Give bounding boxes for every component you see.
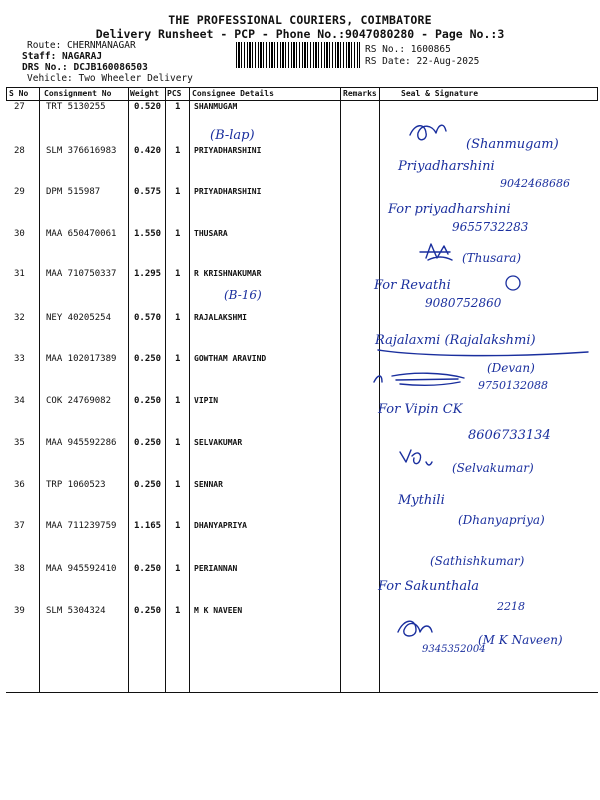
- signature-scribble: [410, 125, 446, 140]
- consignee: M K NAVEEN: [194, 606, 243, 615]
- col-header-consignment: Consignment No: [44, 89, 112, 98]
- sno: 36: [14, 480, 25, 490]
- consignment-no: SLM 5304324: [46, 606, 106, 616]
- signature-scribble: [398, 621, 432, 636]
- sig-for-sakunthala: For Sakunthala: [378, 579, 480, 594]
- weight: 1.550: [134, 229, 162, 239]
- note-b-16: (B-16): [224, 288, 262, 302]
- weight: 0.250: [134, 396, 162, 406]
- weight: 0.520: [134, 102, 162, 112]
- consignee: PRIYADHARSHINI: [194, 187, 262, 196]
- sno: 28: [14, 146, 25, 156]
- consignment-no: DPM 515987: [46, 187, 101, 197]
- runsheet-title: Delivery Runsheet - PCP - Phone No.:9047080280 - Page No.:3: [95, 27, 505, 41]
- phone-r28: 9042468686: [500, 177, 570, 190]
- sno: 38: [14, 564, 25, 574]
- pcs: 1: [175, 480, 181, 490]
- consignment-no: MAA 711239759: [46, 521, 117, 531]
- signature-underline: [378, 350, 588, 356]
- weight: 0.250: [134, 606, 162, 616]
- weight: 0.570: [134, 313, 162, 323]
- consignment-no: MAA 945592286: [46, 438, 117, 448]
- sig-selvakumar: (Selvakumar): [452, 461, 534, 475]
- route: Route: CHERNMANAGAR: [27, 40, 136, 51]
- consignment-no: MAA 102017389: [46, 354, 117, 364]
- signature-scribble: [400, 450, 432, 465]
- signature-scribble: [420, 244, 452, 260]
- col-header-pcs: PCS: [167, 89, 182, 98]
- col-header-consignee: Consignee Details: [192, 89, 274, 98]
- col-header-sno: S No: [9, 89, 29, 98]
- sig-rajalakshmi: Rajalaxmi (Rajalakshmi): [375, 333, 536, 348]
- sig-devan: (Devan): [487, 361, 535, 375]
- consignee: VIPIN: [194, 396, 219, 405]
- sno: 37: [14, 521, 25, 531]
- consignee: THUSARA: [194, 229, 228, 238]
- pcs: 1: [175, 102, 181, 112]
- consignment-no: TRP 1060523: [46, 480, 106, 490]
- sig-for-revathi: For Revathi: [374, 278, 451, 293]
- pcs: 1: [175, 396, 181, 406]
- consignee: RAJALAKSHMI: [194, 313, 247, 322]
- sno: 32: [14, 313, 25, 323]
- phone-r29: 9655732283: [452, 220, 529, 234]
- sig-sathishkumar: (Sathishkumar): [430, 554, 525, 568]
- pcs: 1: [175, 521, 181, 531]
- sno: 35: [14, 438, 25, 448]
- company-title: THE PROFESSIONAL COURIERS, COIMBATORE: [168, 13, 432, 27]
- pcs: 1: [175, 606, 181, 616]
- sig-priyadharshini: Priyadharshini: [398, 159, 495, 174]
- sno: 30: [14, 229, 25, 239]
- consignee: PRIYADHARSHINI: [194, 146, 262, 155]
- drs-number: DRS No.: DCJB160086503: [22, 62, 148, 73]
- sig-shanmugam: (Shanmugam): [466, 137, 559, 152]
- col-header-weight: Weight: [130, 89, 159, 98]
- consignee: DHANYAPRIYA: [194, 521, 247, 530]
- sno: 29: [14, 187, 25, 197]
- phone-r38: 2218: [497, 600, 525, 613]
- col-header-remarks: Remarks: [343, 89, 377, 98]
- pcs: 1: [175, 146, 181, 156]
- consignee: SHANMUGAM: [194, 102, 238, 111]
- pcs: 1: [175, 269, 181, 279]
- phone-r34: 8606733134: [468, 428, 551, 443]
- sno: 27: [14, 102, 25, 112]
- circle-mark: [506, 276, 520, 290]
- weight: 0.250: [134, 438, 162, 448]
- pcs: 1: [175, 187, 181, 197]
- consignment-no: NEY 40205254: [46, 313, 112, 323]
- sig-thusara: (Thusara): [462, 251, 522, 265]
- consignment-no: MAA 710750337: [46, 269, 117, 279]
- sno: 33: [14, 354, 25, 364]
- weight: 0.250: [134, 480, 162, 490]
- consignment-no: SLM 376616983: [46, 146, 117, 156]
- vehicle: Vehicle: Two Wheeler Delivery: [27, 73, 193, 84]
- pcs: 1: [175, 438, 181, 448]
- sno: 31: [14, 269, 25, 279]
- consignment-no: MAA 945592410: [46, 564, 117, 574]
- consignee: SENNAR: [194, 480, 223, 489]
- rs-number: RS No.: 1600865: [365, 44, 451, 55]
- sig-for-priyadharshini: For priyadharshini: [388, 202, 511, 217]
- sig-dhanyapriya: (Dhanyapriya): [458, 513, 545, 527]
- consignee: PERIANNAN: [194, 564, 238, 573]
- consignee: SELVAKUMAR: [194, 438, 243, 447]
- weight: 0.250: [134, 564, 162, 574]
- col-header-seal: Seal & Signature: [401, 89, 479, 98]
- note-b-lap: (B-lap): [210, 128, 255, 143]
- pcs: 1: [175, 313, 181, 323]
- consignment-no: COK 24769082: [46, 396, 112, 406]
- weight: 0.575: [134, 187, 162, 197]
- phone-r31: 9080752860: [425, 296, 502, 310]
- consignee: R KRISHNAKUMAR: [194, 269, 262, 278]
- consignment-no: TRT 5130255: [46, 102, 106, 112]
- phone-r39: 9345352004: [422, 644, 486, 655]
- weight: 0.420: [134, 146, 162, 156]
- signature-scribble: [374, 373, 464, 385]
- weight: 0.250: [134, 354, 162, 364]
- weight: 1.295: [134, 269, 162, 279]
- pcs: 1: [175, 229, 181, 239]
- consignment-no: MAA 650470061: [46, 229, 117, 239]
- pcs: 1: [175, 564, 181, 574]
- rs-date: RS Date: 22-Aug-2025: [365, 56, 480, 67]
- sig-for-vipin: For Vipin CK: [378, 402, 463, 417]
- weight: 1.165: [134, 521, 162, 531]
- sig-mythili: Mythili: [398, 493, 445, 508]
- sno: 39: [14, 606, 25, 616]
- sig-naveen: (M K Naveen): [478, 633, 563, 647]
- pcs: 1: [175, 354, 181, 364]
- staff: Staff: NAGARAJ: [22, 51, 103, 62]
- consignee: GOWTHAM ARAVIND: [194, 354, 267, 363]
- sno: 34: [14, 396, 25, 406]
- phone-r33: 9750132088: [478, 379, 548, 392]
